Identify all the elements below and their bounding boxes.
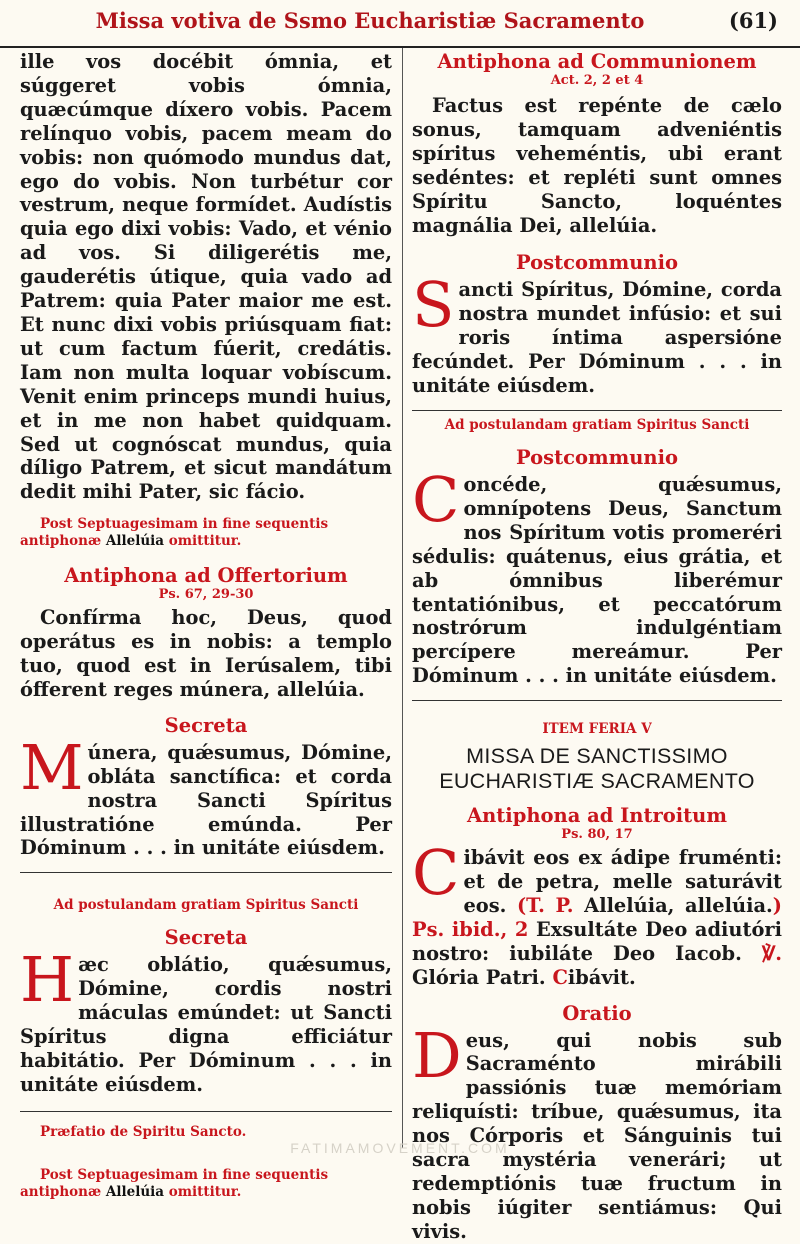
drop-cap-h: H [20, 943, 75, 1017]
septuagesima-rubric-2: Post Septuagesimam in fine sequentis antiphonæ Allelúia omittitur. [20, 1166, 329, 1200]
left-column [20, 50, 392, 1201]
communion-heading: Antiphona ad Communionem [437, 50, 757, 73]
section-divider [412, 410, 782, 411]
postcommunio-heading: Postcommunio [515, 251, 679, 275]
communion-reference: Act. 2, 2 et 4 [550, 73, 644, 88]
missa-title-line-1: MISSA DE SANCTISSIMO [466, 744, 728, 769]
section-divider [20, 1111, 392, 1112]
watermark: FATIMAMOVEMENT.COM [290, 1140, 510, 1156]
postcommunio-2-heading: Postcommunio [515, 445, 679, 469]
gospel-continuation: ille vos docébit ómnia, et súggeret vobis ómnia, quæcúmque díxero vobis. Pacem relínquo vobis, pacem meam do vobis: non quómodo mundus dat, ego do vobis. Non turbétur cor vestrum, neque formídet. Audístis quia ego dixi vobis: Vado, et vénio ad vos. Si diligerétis me, gauderétis útique, quia vado ad Patrem: quia Pater maior me est. Et nunc dixi vobis priúsquam fiat: ut cum factum fúerit, credátis. Iam non multa loquar vobíscum. Venit enim princeps mundi huius, et in me non habet quidquam. Sed ut cognóscat mundus, quia díligo Patrem, et sicut mandátum dedit mihi Pater, sic fácio. [20, 50, 392, 504]
section-divider [412, 700, 782, 701]
septuagesima-rubric: Post Septuagesimam in fine sequentis antiphonæ Allelúia omittitur. [20, 516, 329, 550]
page-title: Missa votiva de Ssmo Eucharistiæ Sacramento [95, 8, 645, 33]
introit-reference: Ps. 80, 17 [561, 827, 633, 843]
offertory-reference: Ps. 67, 29-30 [158, 587, 254, 603]
versicle-icon: ℣. [761, 941, 782, 965]
postcommunio-text: Sancti Spíritus, Dómine, corda nostra mundet infúsio: et sui roris íntima aspersióne fecúndet. Per Dóminum . . . in unitáte eiúsdem. [412, 268, 782, 398]
drop-cap-m: M [20, 730, 84, 804]
drop-cap-c: C [412, 462, 460, 536]
right-column [412, 50, 782, 1244]
ad-postulandam-rubric: Ad postulandam gratiam Spiritus Sancti [53, 897, 359, 914]
drop-cap-c: C [412, 836, 460, 910]
introit-heading: Antiphona ad Introitum [466, 804, 727, 828]
secreta-2-text: Hæc oblátio, quǽsumus, Dómine, cordis nostri máculas emúndet: ut Sancti Spíritus digna efficiátur habitátio. Per Dóminum . . . in unitáte eiúsdem. [20, 943, 392, 1096]
page-number: (61) [728, 8, 778, 33]
offertory-text: Confírma hoc, Deus, quod operátus es in nobis: a templo tuo, quod est in Ierúsalem, tibi ófferent reges múnera, allelúia. [20, 606, 392, 701]
ad-postulandam-rubric: Ad postulandam gratiam Spiritus Sancti [444, 416, 750, 433]
secreta-heading: Secreta [164, 713, 248, 737]
page-header [0, 0, 800, 48]
postcommunio-2-text: Concéde, quǽsumus, omnípotens Deus, Sanctum nos Spíritum votis promeréri sédulis: quátenus, eius grátia, et ab ómnibus liberémur tentatiónibus, et peccatórum nostrórum indulgéntiam percípere mereámur. Per Dóminum . . . in unitáte eiúsdem. [412, 462, 782, 688]
drop-cap-d: D [412, 1018, 462, 1092]
oratio-text: Deus, qui nobis sub Sacraménto mirábili passiónis tuæ memóriam reliquísti: tríbue, quǽsumus, ita nos Córporis et Sánguinis tui sacra mystéria venerári; ut redemptiónis tuæ fructum in nobis iúgiter sentiámus: Qui vivis. [412, 1018, 782, 1243]
offertory-heading: Antiphona ad Offertorium [64, 564, 348, 588]
secreta-2-heading: Secreta [164, 926, 248, 950]
secreta-text: Múnera, quǽsumus, Dómine, obláta sanctífica: et corda nostra Sancti Spíritus illustratióne emúnda. Per Dóminum . . . in unitáte eiúsdem. [20, 730, 392, 860]
missa-title-line-2: EUCHARISTIÆ SACRAMENTO [439, 769, 755, 794]
oratio-heading: Oratio [562, 1001, 632, 1025]
section-divider [20, 872, 392, 873]
column-divider [402, 48, 403, 1148]
drop-cap-s: S [412, 268, 455, 342]
introit-text: Cibávit eos ex ádipe fruménti: et de petra, melle saturávit eos. (T. P. Allelúia, allelúia.) Ps. ibid., 2 Exsultáte Deo adiutóri nostro: iubiláte Deo Iacob. ℣. Glória Patri. Cibávit. [412, 836, 782, 989]
item-feria-rubric: ITEM FERIA V [542, 721, 652, 738]
communion-text: Factus est repénte de cælo sonus, tamquam adveniéntis spíritus veheméntis, ubi erant sedéntes: et repléti sunt omnes Spíritu Sancto, loquéntes magnália Dei, allelúia. [412, 94, 782, 237]
praefatio-rubric: Præfatio de Spiritu Sancto. [40, 1123, 247, 1140]
